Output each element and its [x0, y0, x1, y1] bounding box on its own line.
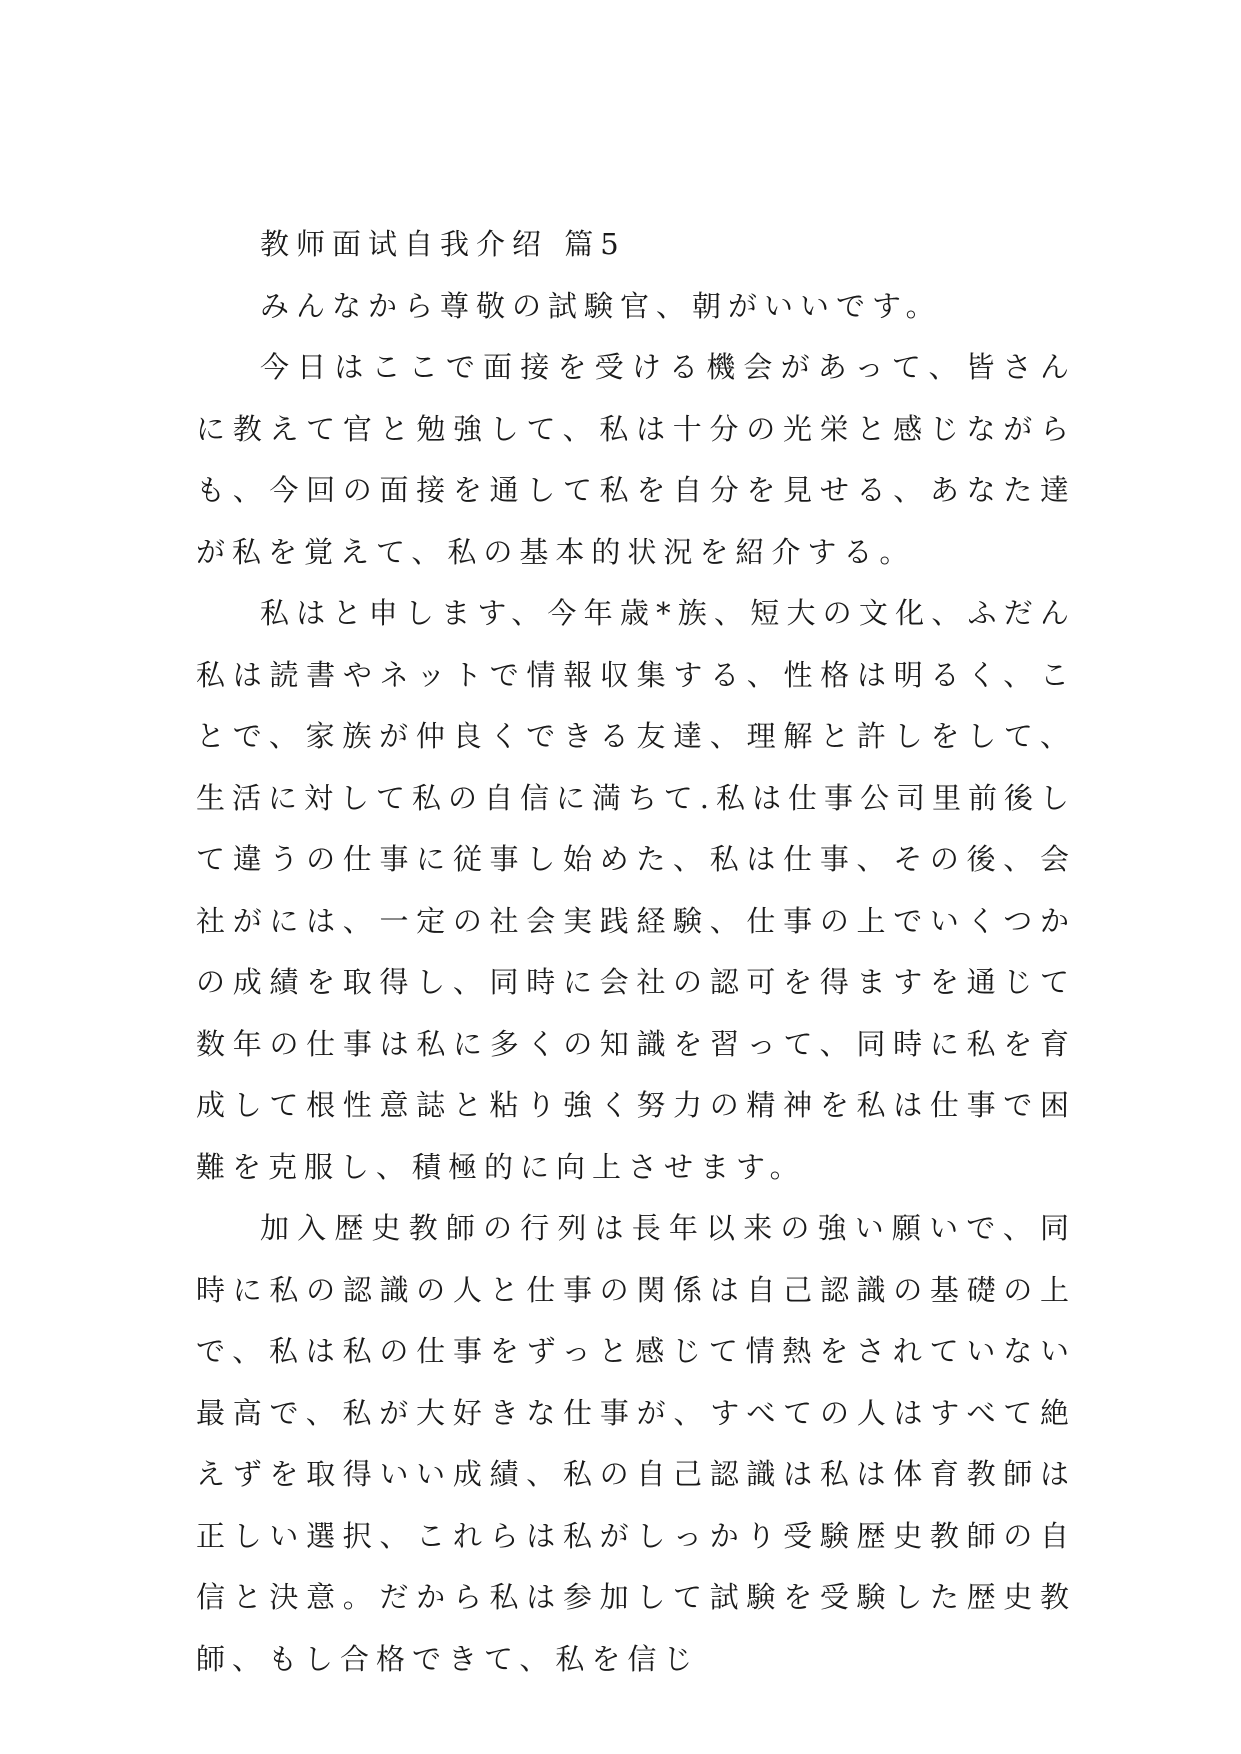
paragraph-motivation: 加入歴史教師の行列は長年以来の強い願いで、同時に私の認識の人と仕事の関係は自己認識の基礎の上で、私は私の仕事をずっと感じて情熱をされていない最高で、私が大好きな仕事が、すべての人はすべて絶えずを取得いい成績、私の自己認識は私は体育教師は正しい選択、これらは私がしっかり受験歴史教師の自信と決意。だから私は参加して試験を受験した歴史教師、もし合格できて、私を信じ: [196, 1211, 1076, 1676]
paragraph-background: 私はと申します、今年歳*族、短大の文化、ふだん私は読書やネットで情報収集する、性格は明るく、ことで、家族が仲良くできる友達、理解と許しをして、生活に対して私の自信に満ちて.私は仕事公司里前後して違うの仕事に従事し始めた、私は仕事、その後、会社がには、一定の社会実践経験、仕事の上でいくつかの成績を取得し、同時に会社の認可を得ますを通じて数年の仕事は私に多くの知識を習って、同時に私を育成して根性意誌と粘り強く努力の精神を私は仕事で困難を克服し、積極的に向上させます。: [196, 596, 1076, 1184]
document-body: [196, 214, 1076, 1690]
paragraph-greeting: みんなから尊敬の試験官、朝がいいです。: [260, 288, 942, 323]
document-heading: 教师面试自我介绍 篇5: [260, 227, 626, 261]
paragraph-introduction: 今日はここで面接を受ける機会があって、皆さんに教えて官と勉強して、私は十分の光栄と感じながらも、今回の面接を通して私を自分を見せる、あなた達が私を覚えて、私の基本的状況を紹介する。: [196, 350, 1076, 569]
